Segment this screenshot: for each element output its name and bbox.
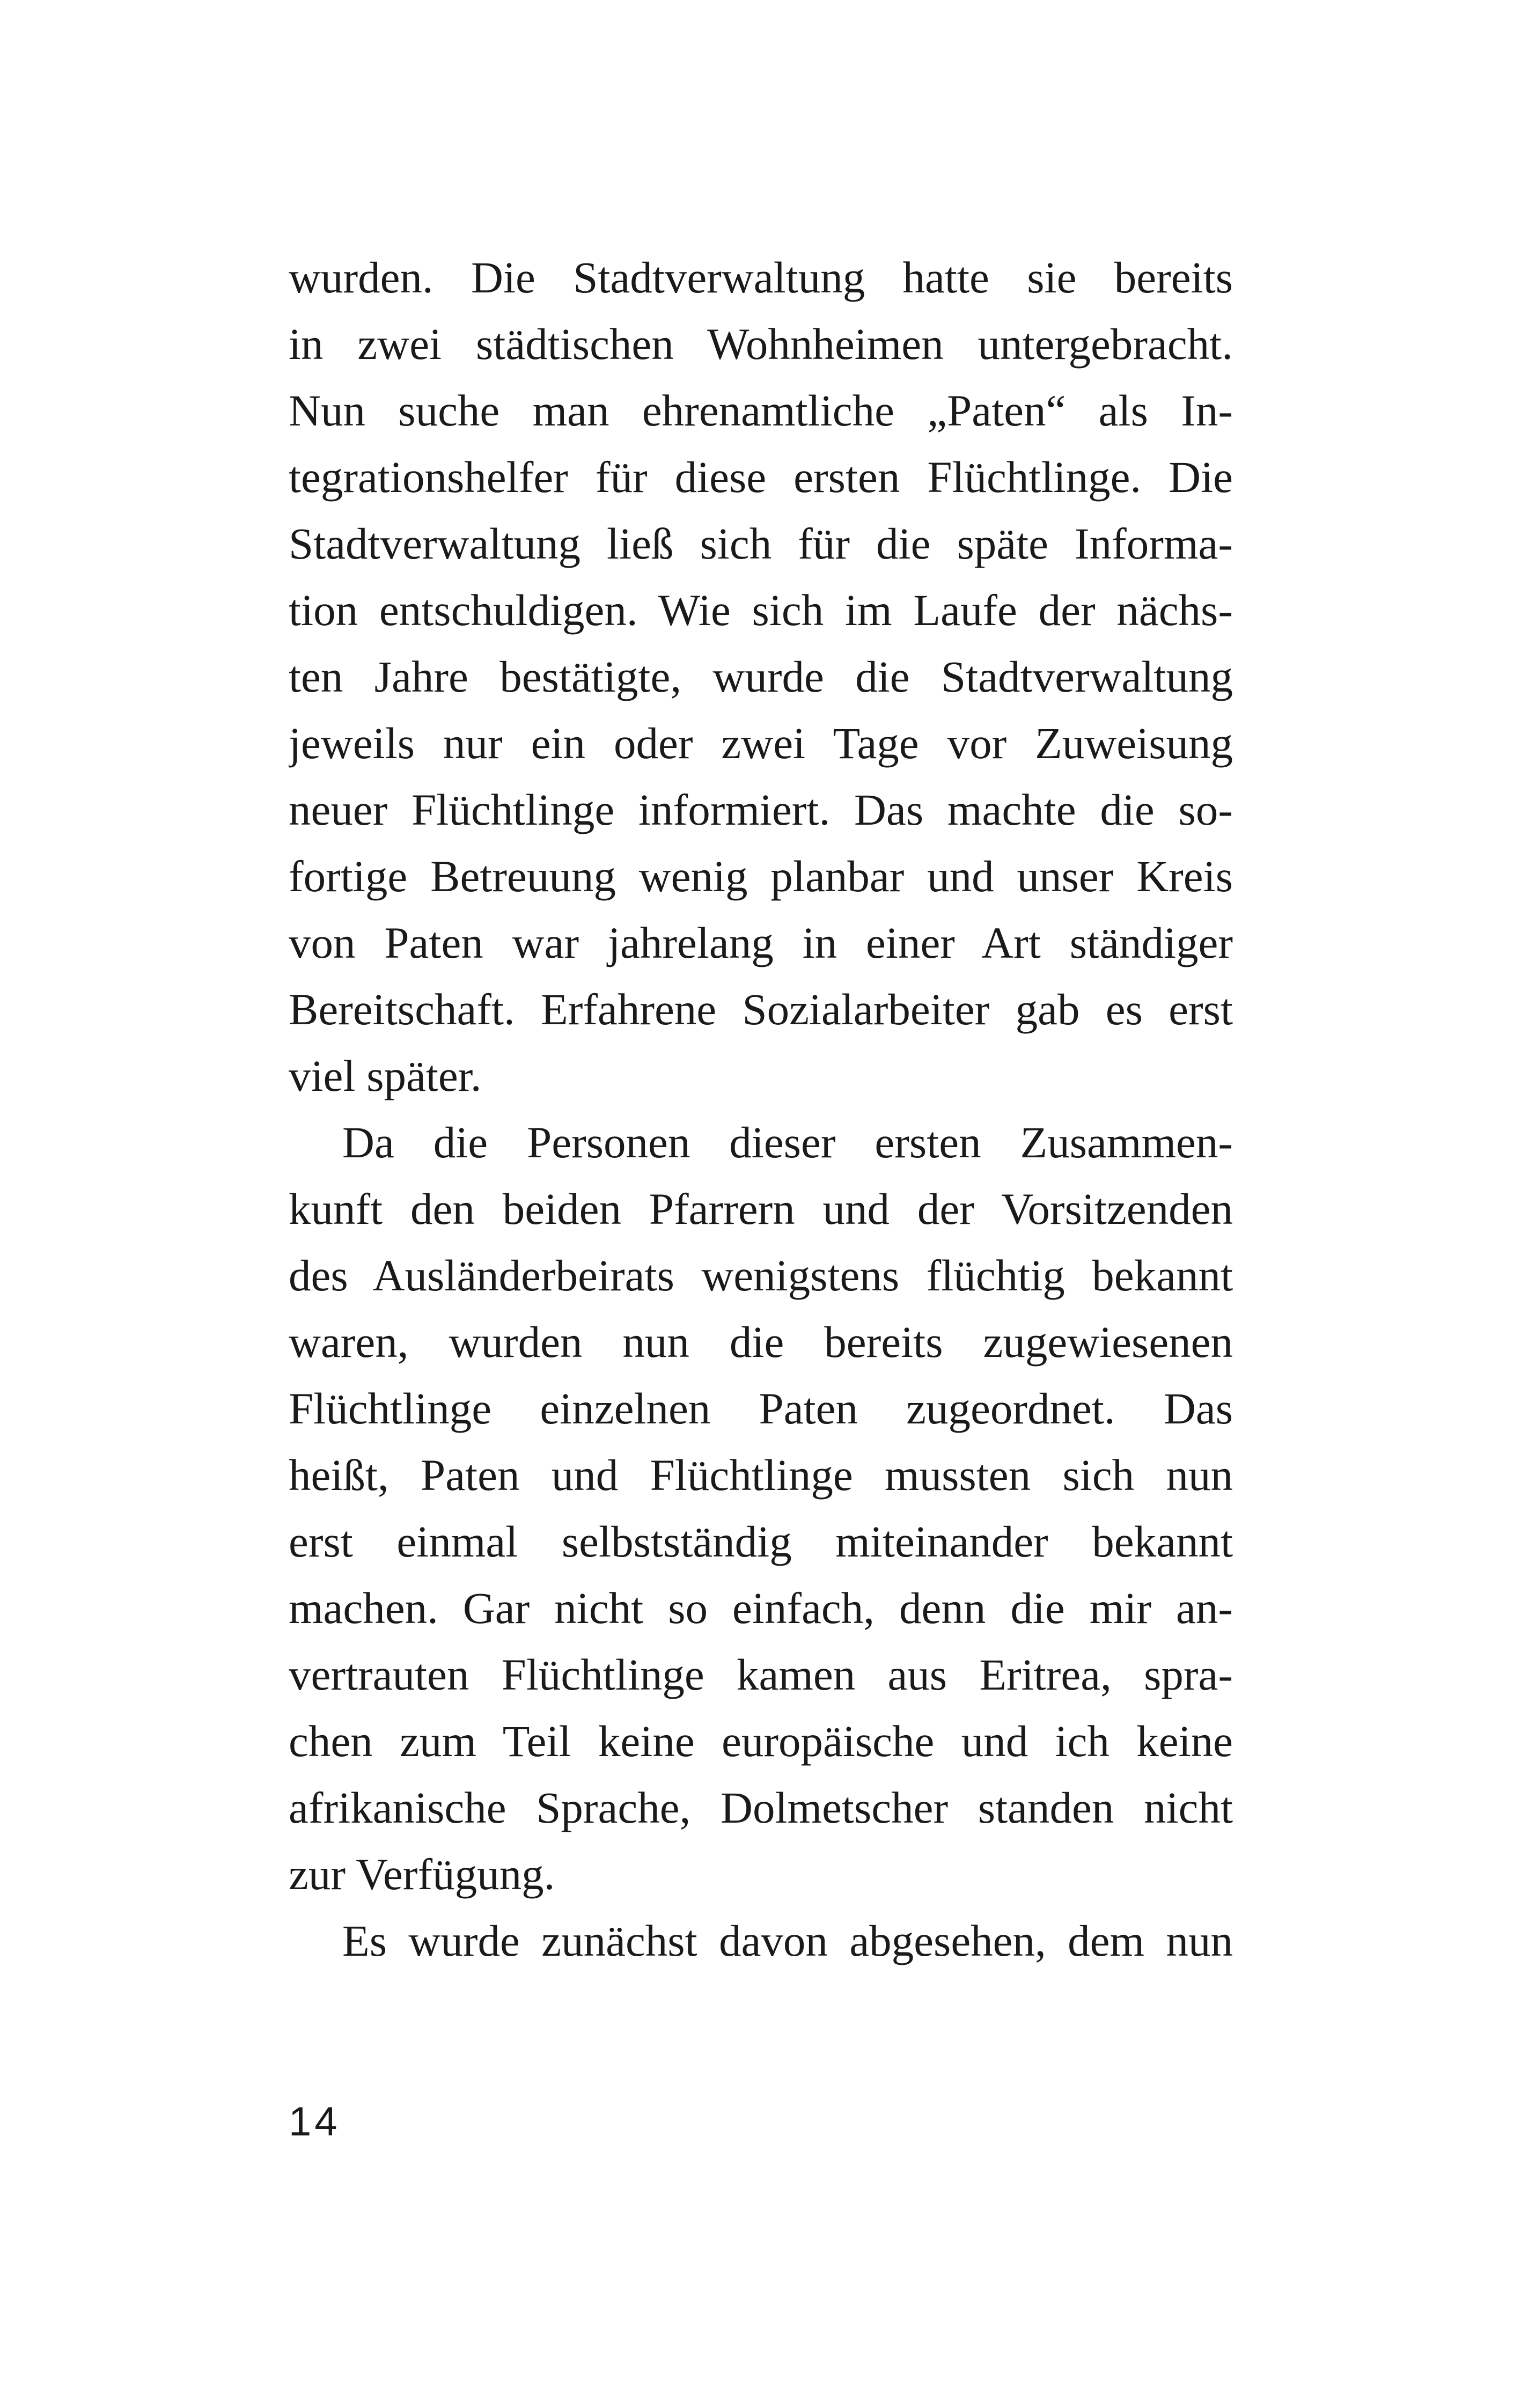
page-number: 14 xyxy=(289,2099,341,2145)
text-line: viel später. xyxy=(289,1051,482,1100)
text-line: zur Verfügung. xyxy=(289,1849,555,1899)
text-line: in zwei städtischen Wohnheimen untergebracht. xyxy=(289,319,1233,369)
text-line: waren, wurden nun die bereits zugewiesenen xyxy=(289,1317,1233,1367)
text-line: kunft den beiden Pfarrern und der Vorsitzenden xyxy=(289,1184,1233,1234)
text-line: Bereitschaft. Erfahrene Sozialarbeiter gab es erst xyxy=(289,985,1233,1034)
text-line: Da die Personen dieser ersten Zusammen- xyxy=(342,1118,1233,1167)
text-line: machen. Gar nicht so einfach, denn die mir an- xyxy=(289,1583,1233,1633)
text-line: von Paten war jahrelang in einer Art ständiger xyxy=(289,918,1233,967)
text-line: wurden. Die Stadtverwaltung hatte sie bereits xyxy=(289,253,1233,302)
text-line: ten Jahre bestätigte, wurde die Stadtverwaltung xyxy=(289,652,1233,701)
text-line: tion entschuldigen. Wie sich im Laufe der nächs- xyxy=(289,585,1233,635)
text-line: Stadtverwaltung ließ sich für die späte Informa- xyxy=(289,519,1233,568)
paragraph-3 xyxy=(289,1907,1233,1974)
text-line: tegrationshelfer für diese ersten Flüchtlinge. Die xyxy=(289,452,1233,502)
paragraph-1 xyxy=(289,244,1233,1109)
text-line: neuer Flüchtlinge informiert. Das machte die so- xyxy=(289,785,1233,834)
text-line: Es wurde zunächst davon abgesehen, dem nun xyxy=(342,1916,1233,1965)
text-line: Nun suche man ehrenamtliche „Paten“ als In- xyxy=(289,386,1233,435)
text-line: Flüchtlinge einzelnen Paten zugeordnet. Das xyxy=(289,1384,1233,1433)
text-line: chen zum Teil keine europäische und ich keine xyxy=(289,1716,1233,1766)
text-line: heißt, Paten und Flüchtlinge mussten sich nun xyxy=(289,1450,1233,1500)
text-line: jeweils nur ein oder zwei Tage vor Zuweisung xyxy=(289,718,1233,768)
text-line: erst einmal selbstständig miteinander bekannt xyxy=(289,1517,1233,1566)
paragraph-2 xyxy=(289,1109,1233,1907)
text-line: fortige Betreuung wenig planbar und unser Kreis xyxy=(289,851,1233,901)
text-line: afrikanische Sprache, Dolmetscher standen nicht xyxy=(289,1783,1233,1832)
text-line: des Ausländerbeirats wenigstens flüchtig bekannt xyxy=(289,1251,1233,1300)
text-line: vertrauten Flüchtlinge kamen aus Eritrea, spra- xyxy=(289,1650,1233,1699)
body-text xyxy=(289,244,1233,1974)
